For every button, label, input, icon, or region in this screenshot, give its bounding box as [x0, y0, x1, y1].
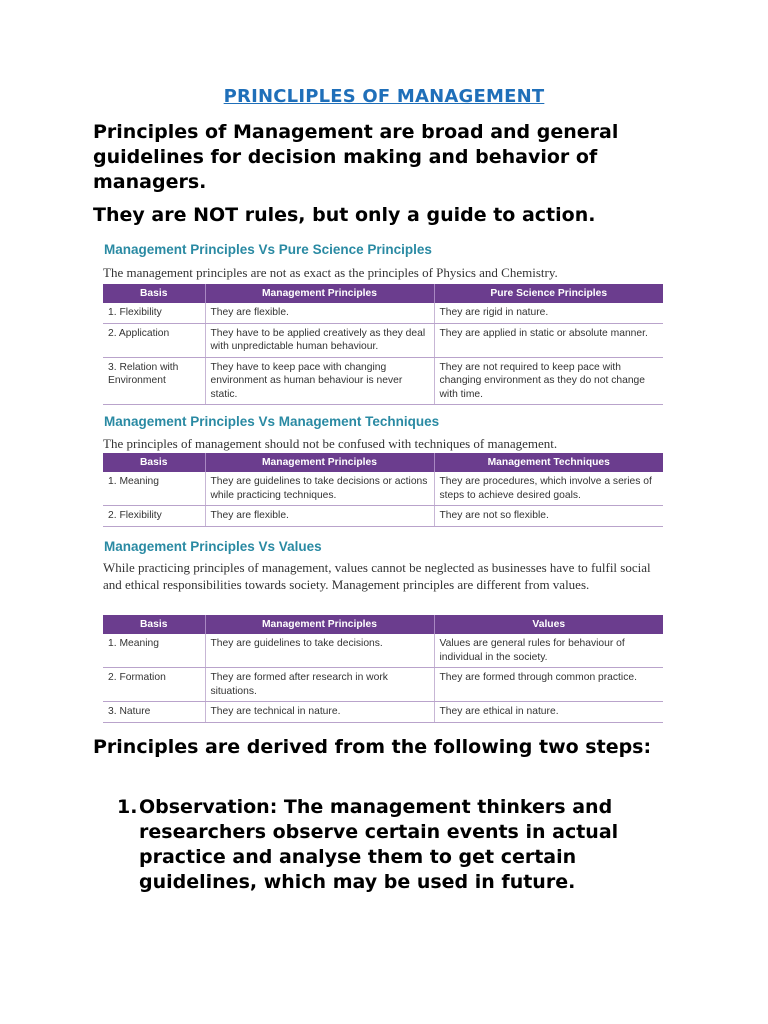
- table-cell: They have to be applied creatively as they deal with unpredictable human behaviour.: [205, 323, 434, 357]
- section-intro-pure-science: The management principles are not as exact as the principles of Physics and Chemistry.: [103, 265, 558, 280]
- table-row: [103, 357, 663, 405]
- table-cell: They have to keep pace with changing environment as human behaviour is never static.: [205, 357, 434, 405]
- document-title: PRINCLIPLES OF MANAGEMENT: [223, 86, 545, 107]
- table-cell: They are applied in static or absolute manner.: [434, 323, 663, 357]
- steps-intro-paragraph: Principles are derived from the following two steps:: [93, 736, 652, 758]
- table-cell: They are guidelines to take decisions or actions while practicing techniques.: [205, 472, 434, 506]
- section-heading-values: Management Principles Vs Values: [104, 539, 322, 554]
- table-header-row: [103, 615, 663, 634]
- table-row: [103, 668, 663, 702]
- list-number: 1.: [117, 796, 138, 818]
- table-cell: Values are general rules for behaviour of individual in the society.: [434, 634, 663, 668]
- intro-paragraph: Principles of Management are broad and general guidelines for decision making and behavior of managers.: [93, 121, 619, 193]
- table-cell: 2. Flexibility: [103, 506, 205, 527]
- column-header: Pure Science Principles: [434, 284, 663, 303]
- section-intro-techniques: The principles of management should not be confused with techniques of management.: [103, 436, 558, 451]
- section-heading-techniques: Management Principles Vs Management Techniques: [104, 414, 440, 429]
- table-cell: They are flexible.: [205, 506, 434, 527]
- table-values: [103, 615, 663, 723]
- table-cell: They are rigid in nature.: [434, 303, 663, 323]
- table-cell: 2. Application: [103, 323, 205, 357]
- table-row: [103, 323, 663, 357]
- table-cell: They are flexible.: [205, 303, 434, 323]
- table-row: [103, 472, 663, 506]
- column-header: Values: [434, 615, 663, 634]
- column-header: Management Principles: [205, 453, 434, 472]
- table-cell: 2. Formation: [103, 668, 205, 702]
- section-heading-pure-science: Management Principles Vs Pure Science Principles: [104, 242, 432, 257]
- table-row: [103, 702, 663, 723]
- list-item: [113, 795, 673, 895]
- column-header: Management Principles: [205, 284, 434, 303]
- table-cell: 1. Meaning: [103, 472, 205, 506]
- table-cell: They are not required to keep pace with changing environment as they do not change with time.: [434, 357, 663, 405]
- table-pure-science: [103, 284, 663, 405]
- table-header-row: [103, 453, 663, 472]
- rules-paragraph: They are NOT rules, but only a guide to action.: [93, 204, 596, 226]
- column-header: Management Principles: [205, 615, 434, 634]
- table-row: [103, 303, 663, 323]
- table-cell: They are guidelines to take decisions.: [205, 634, 434, 668]
- table-cell: They are procedures, which involve a series of steps to achieve desired goals.: [434, 472, 663, 506]
- list-item-text: Observation: The management thinkers and researchers observe certain events in actual practice and analyse them to get certain guidelines, which may be used in future.: [139, 796, 619, 893]
- table-cell: They are ethical in nature.: [434, 702, 663, 723]
- column-header: Basis: [103, 284, 205, 303]
- comparison-figure: [99, 238, 675, 726]
- table-row: [103, 634, 663, 668]
- table-techniques: [103, 453, 663, 527]
- table-header-row: [103, 284, 663, 303]
- table-cell: They are not so flexible.: [434, 506, 663, 527]
- section-intro-values: While practicing principles of management, values cannot be neglected as businesses have to fulfil social and ethical responsibilities towards society. Management principles are different from values.: [103, 560, 651, 592]
- column-header: Basis: [103, 615, 205, 634]
- table-cell: 1. Flexibility: [103, 303, 205, 323]
- steps-list: [113, 795, 673, 895]
- table-cell: They are formed through common practice.: [434, 668, 663, 702]
- table-cell: They are technical in nature.: [205, 702, 434, 723]
- table-cell: 1. Meaning: [103, 634, 205, 668]
- column-header: Management Techniques: [434, 453, 663, 472]
- table-row: [103, 506, 663, 527]
- column-header: Basis: [103, 453, 205, 472]
- table-cell: 3. Nature: [103, 702, 205, 723]
- table-cell: They are formed after research in work situations.: [205, 668, 434, 702]
- table-cell: 3. Relation with Environment: [103, 357, 205, 405]
